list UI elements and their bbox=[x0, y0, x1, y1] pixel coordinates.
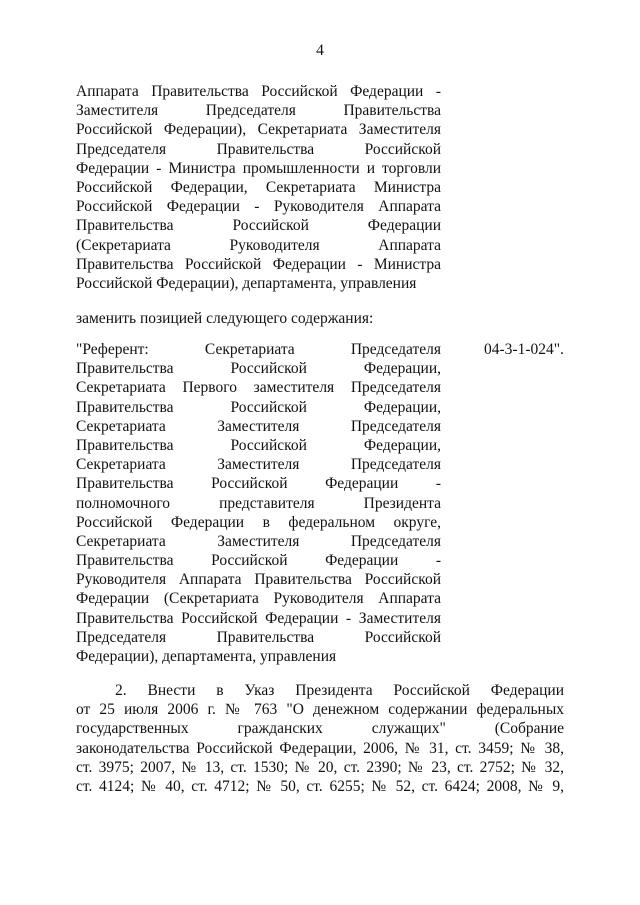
page-number: 4 bbox=[316, 42, 324, 59]
text-line: Правительства Российской Федерации, bbox=[76, 436, 441, 454]
text-line: Федерации (Секретариата Руководителя Аппарата bbox=[76, 590, 441, 608]
text-line: государственных гражданских служащих" (Собрание bbox=[76, 720, 564, 738]
text-line: Правительства Российской Федерации, bbox=[76, 360, 441, 378]
text-line: Секретариата Заместителя Председателя bbox=[76, 532, 441, 550]
text-line: Секретариата Заместителя Председателя bbox=[76, 456, 441, 474]
text-line: "Референт: Секретариата Председателя bbox=[76, 341, 441, 358]
text-line: полномочного представителя Президента bbox=[76, 494, 441, 512]
position-text-continued bbox=[76, 82, 441, 293]
text-line: Правительства Российской Федерации - Заместителя bbox=[76, 609, 441, 627]
text-line: Правительства Российской Федерации bbox=[76, 217, 441, 235]
paragraph-2 bbox=[76, 681, 564, 796]
text-line: Заместителя Председателя Правительства bbox=[76, 102, 441, 120]
new-position-text bbox=[76, 340, 441, 666]
intro-text: заменить позицией следующего содержания: bbox=[76, 310, 374, 327]
text-line: Правительства Российской Федерации - bbox=[76, 552, 441, 570]
text-line: Федерации - Министра промышленности и торговли bbox=[76, 159, 441, 177]
text-line: Российской Федерации), департамента, управления bbox=[76, 274, 417, 292]
text-line: Секретариата Заместителя Председателя bbox=[76, 417, 441, 435]
text-line: Правительства Российской Федерации - Министра bbox=[76, 255, 441, 273]
text-line: Российской Федерации - Руководителя Аппарата bbox=[76, 198, 441, 216]
text-line: Федерации), департамента, управления bbox=[76, 648, 337, 665]
text-line: Председателя Правительства Российской bbox=[76, 140, 441, 158]
text-line: (Секретариата Руководителя Аппарата bbox=[76, 236, 441, 254]
text-line: Российской Федерации, Секретариата Министра bbox=[76, 178, 441, 196]
text-line: от 25 июля 2006 г. № 763 "О денежном содержании федеральных bbox=[76, 701, 564, 719]
text-line: ст. 3975; 2007, № 13, ст. 1530; № 20, ст. 2390; № 23, ст. 2752; № 32, bbox=[76, 758, 564, 776]
position-code: 04-3-1-024". bbox=[484, 341, 564, 358]
text-line: ст. 4124; № 40, ст. 4712; № 50, ст. 6255; № 52, ст. 6424; 2008, № 9, bbox=[76, 777, 564, 795]
text-line: Аппарата Правительства Российской Федерации - bbox=[76, 83, 441, 100]
text-line: Руководителя Аппарата Правительства Российской bbox=[76, 571, 441, 589]
text-line: Российской Федерации), Секретариата Заместителя bbox=[76, 121, 441, 139]
text-line: Российской Федерации в федеральном округе, bbox=[76, 513, 441, 531]
text-line: законодательства Российской Федерации, 2006, № 31, ст. 3459; № 38, bbox=[76, 739, 564, 757]
text-line: Правительства Российской Федерации, bbox=[76, 398, 441, 416]
text-line: Секретариата Первого заместителя Председателя bbox=[76, 379, 441, 397]
text-line: 2. Внести в Указ Президента Российской Федерации bbox=[115, 682, 564, 699]
text-line: Правительства Российской Федерации - bbox=[76, 475, 441, 493]
text-line: Председателя Правительства Российской bbox=[76, 628, 441, 646]
